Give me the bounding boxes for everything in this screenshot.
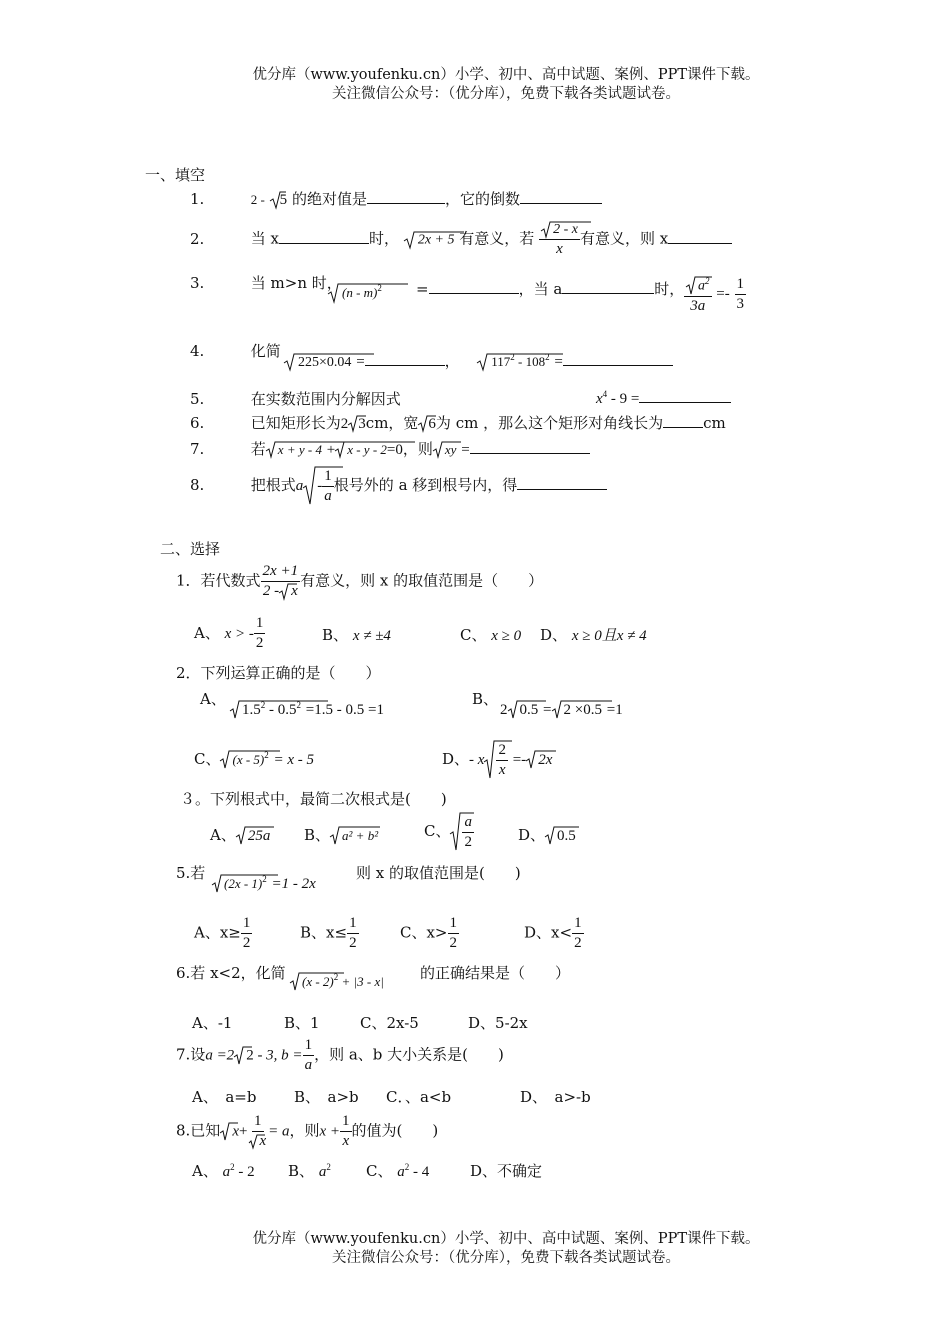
question-number: 3. [190,274,205,292]
option-b[interactable] [322,624,391,645]
s1-question-4 [190,340,281,361]
s1-q5-expr [596,388,731,408]
radicand: 0.5 [519,702,539,718]
radicand: (x - 5) [232,752,265,767]
text: 1．若代数式 [176,571,261,590]
expr: a =2 [205,1047,235,1064]
expr: =1 - 2x [271,876,316,892]
radicand: x - y - 2 [347,442,387,457]
text: 时， [654,280,685,298]
radicand: a² + b² [342,828,379,843]
option-a[interactable] [210,824,270,846]
question-number: 1. [190,190,205,208]
answer-blank[interactable] [517,475,607,490]
radicand: xy [444,442,457,457]
variable: a [295,478,304,494]
option-label: B、 [288,1162,315,1180]
numerator: 1 [254,614,266,634]
exponent: 4 [602,389,608,399]
text: 化简 [250,342,281,360]
option-expr: - x [469,752,485,768]
footer-line-2: 关注微信公众号：（优分库），免费下载各类试题试卷。 [332,1250,680,1266]
equals: = [543,702,552,718]
option-a[interactable]: A、-1 [192,1014,233,1032]
exponent: 2 [377,283,382,293]
option-a[interactable] [194,914,252,953]
radical [404,230,418,250]
option-a-label: A、 [200,690,226,708]
denominator: 3 [736,295,745,312]
exponent: 2 [230,1162,235,1172]
text: 7.设 [176,1045,206,1064]
radicand: 0.5 [557,828,576,844]
radicand: 2x [538,752,553,768]
s2-question-8 [176,1112,438,1151]
option-expr: =1.5 - 0.5 =1 [305,702,384,718]
expr: + |3 - x| [338,974,384,989]
option-expr: x ≥ 0且x ≠ 4 [571,628,647,644]
radicand: 117 [491,354,511,369]
answer-blank[interactable] [563,351,673,366]
text: 5.若 [176,864,206,882]
numerator: 1 [347,914,359,934]
numerator: 1 [572,914,584,934]
denominator: 2 [242,935,251,951]
text: cm，宽 [365,414,419,432]
radicand: 225×0.04 [298,355,352,370]
text: 有意义，则 x 的取值范围是（ ） [300,571,544,590]
fraction [322,467,334,506]
answer-blank[interactable] [663,413,703,428]
denominator: 2 [574,935,582,951]
numerator: 1 [736,275,745,292]
numerator: 1 [241,914,253,934]
option-label: C、 [194,750,221,768]
fraction [735,275,747,314]
numerator: 2 [496,741,508,761]
radicand: 5 [279,192,288,208]
text: 已知矩形长为 [250,414,341,432]
option-a[interactable] [230,700,384,720]
s2-q6-expr [290,972,384,992]
option-label: B、x≤ [300,923,348,942]
option-expr: - 4 [409,1164,430,1180]
text: 把根式 [250,476,296,494]
numerator: 1 [252,1112,264,1132]
text: ，它的倒数 [444,190,520,208]
s1-question-6 [190,412,726,433]
s2-question-2: 2．下列运算正确的是（ ） [176,664,381,682]
radicand: 2x + 5 [417,232,455,248]
option-label: A、 [210,826,236,844]
option-label: D、x< [524,923,573,942]
s2-q6-tail: 的正确结果是（ ） [420,964,571,982]
question-number: 6. [190,414,205,432]
exponent: 2 [326,1162,331,1172]
text: ，则 a、b 大小关系是( ) [314,1045,504,1064]
denominator: a [324,487,332,504]
numerator: 1 [448,914,460,934]
radicand: 25a [247,828,271,844]
s1-question-7 [190,438,590,459]
coef: 2 [500,702,508,718]
denominator: 3a [690,298,706,315]
denominator: x [556,241,563,257]
numerator: 1 [322,467,334,487]
answer-blank[interactable] [470,439,590,454]
text: 有意义，则 x [579,229,669,248]
denominator: 2 [255,635,264,651]
answer-blank[interactable] [520,189,602,204]
text: 当 x [250,229,280,248]
s1-q4-expr [284,350,673,372]
radicand: 1.5 [242,702,261,718]
s2-question-3: ３。下列根式中，最简二次根式是( ) [180,790,447,808]
radicand: (2x - 1) [224,876,263,891]
answer-blank[interactable] [429,279,519,294]
numerator: 1 [340,1112,352,1132]
section-2-title: 二、选择 [160,540,221,558]
text: 若 [250,440,266,458]
coef: 2 [340,416,349,432]
expr: - 9 = [607,391,640,407]
text: = [461,442,470,458]
question-number: 5. [190,390,205,408]
denominator: a [304,1057,313,1073]
page-header [0,66,950,104]
option-label: C、 [366,1162,393,1180]
radicand: x + y - 4 [277,442,322,457]
answer-blank[interactable] [279,229,369,244]
answer-blank[interactable] [365,351,445,366]
section-1-title: 一、填空 [145,166,206,184]
minus: - [317,478,323,494]
text: 当 m>n 时， [250,274,342,292]
text: 的值为( ) [351,1121,439,1140]
option-c[interactable]: C．、a<b [386,1088,452,1106]
option-label: C、 [424,822,451,840]
radicand: 2 ×0.5 [563,702,602,718]
option-expr: a [222,1164,231,1180]
text: 时， [369,229,400,248]
option-d[interactable] [524,914,584,953]
numerator: 2 - x [553,222,578,237]
exponent: 2 [260,700,266,710]
numerator: 2x +1 [261,562,301,582]
option-a[interactable] [192,1160,255,1181]
option-d[interactable] [442,740,552,780]
answer-blank[interactable] [367,189,445,204]
s1-q3-equation [684,272,746,316]
option-b[interactable] [500,700,623,720]
s1-question-8 [190,466,607,506]
option-c[interactable]: C、2x-5 [360,1014,419,1032]
option-b[interactable] [288,1160,331,1181]
text: = [416,280,429,298]
s1-question-1 [190,188,602,210]
radicand: - 108 [514,354,546,369]
option-label: C、x> [400,923,448,942]
expr: x + [319,1123,341,1140]
exponent: 2 [296,700,301,710]
exponent: 2 [404,1162,410,1172]
option-expr: =1 [606,702,623,718]
radicand: a [698,278,705,294]
option-label: B、 [322,626,349,644]
option-b[interactable]: B、1 [284,1014,320,1032]
option-d[interactable] [540,624,647,645]
question-number: 8. [190,476,205,494]
option-b[interactable] [304,824,378,846]
text: ， [444,352,460,370]
exponent: 2 [705,276,710,286]
expr: 2 - [250,192,265,207]
text: =0，则 [386,442,433,458]
option-c[interactable] [460,624,521,645]
text: 有意义，若 [459,229,535,248]
s2-question-6 [176,962,286,983]
denominator: 2 [349,935,357,951]
text: 为 cm ，那么这个矩形对角线长为 [435,414,664,432]
fraction [684,272,712,316]
s2-question-5 [176,862,205,883]
variable: x [596,391,603,407]
option-d[interactable]: D、5-2x [468,1014,528,1032]
header-line-1: 优分库（www.youfenku.cn）小学、初中、高中试题、案例、PPT课件下载。 [252,67,760,83]
option-label: D、 [442,750,470,768]
s2-question-1 [176,562,543,601]
s1-q3-radical [328,282,382,304]
option-c[interactable] [400,914,459,953]
denominator: 2 [464,833,472,850]
option-label: A、 [192,1162,218,1180]
option-c[interactable] [424,812,474,852]
plus: + [326,442,336,458]
option-b[interactable]: B、 a>b [294,1088,359,1106]
denominator: x [342,1133,350,1149]
fraction [261,562,301,601]
question-number: 2. [190,229,205,248]
option-c[interactable] [366,1160,429,1181]
denominator: x [498,761,506,778]
radicand: x [291,583,298,599]
fraction [539,220,580,259]
text: 6.若 x<2，化简 [176,964,286,982]
text: cm [703,414,726,432]
equals: = [356,354,365,370]
question-number: 4. [190,342,205,360]
question-number: 7. [190,440,205,458]
radicand: 2 [246,1047,254,1064]
s1-question-5 [190,388,401,409]
option-a[interactable]: A、 a=b [192,1088,257,1106]
equals: =- [512,752,527,768]
option-label: D、 [540,626,568,644]
answer-blank[interactable] [562,279,654,294]
numerator: a [462,813,474,833]
plus: + [238,1123,248,1140]
option-c[interactable] [194,748,314,770]
option-expr: a [397,1164,405,1180]
s1-question-2 [190,220,732,259]
exponent: 2 [264,750,269,760]
text: 在实数范围内分解因式 [250,390,401,408]
option-label: C、 [460,626,487,644]
option-b[interactable] [300,914,359,953]
text: 根号外的 a 移到根号内，得 [333,476,518,494]
equals: =- [716,286,730,303]
s2-q5-expr [212,874,316,894]
denominator: 2 - [262,583,280,599]
s2-q1-options [194,614,265,653]
option-expr: - 2 [234,1164,255,1180]
denominator: 2 [449,935,458,951]
option-label: B、 [304,826,331,844]
s2-question-7 [176,1036,504,1075]
text: ，当 a [518,280,563,298]
radicand: 3 [358,416,366,432]
numerator: 1 [303,1036,315,1056]
option-a[interactable] [194,615,265,651]
text: ，则 [289,1121,320,1140]
option-expr: a [318,1164,327,1180]
page-footer [0,1230,950,1268]
header-line-2: 关注微信公众号：（优分库），免费下载各类试题试卷。 [332,86,680,102]
radicand: - 0.5 [265,702,297,718]
option-expr: x ≥ 0 [491,628,522,644]
text: 的绝对值是 [291,190,367,208]
radicand: (x - 2) [302,974,334,989]
denominator: x [259,1133,267,1149]
option-expr: x > - [224,625,254,642]
text: 8.已知 [176,1121,221,1140]
radicand: (n - m) [342,285,378,300]
answer-blank[interactable] [639,388,731,403]
s1-q3-rest [416,278,684,299]
option-label: A、 [194,623,220,642]
radicand: 6 [428,416,436,432]
option-expr: x ≠ ±4 [352,628,391,644]
option-expr: = x - 5 [273,752,315,768]
footer-line-1: 优分库（www.youfenku.cn）小学、初中、高中试题、案例、PPT课件下载。 [252,1231,760,1247]
option-label: A、x≥ [194,923,241,942]
option-d[interactable] [518,824,576,846]
exponent: 2 [262,874,267,884]
exponent: 2 [333,972,339,982]
equals: = a [268,1123,290,1140]
equals: = [554,354,563,370]
radicand: x [232,1123,239,1140]
option-d[interactable]: D、 a>-b [520,1088,591,1106]
option-label: D、 [518,826,546,844]
exponent: 2 [545,352,550,362]
option-b-label: B、 [472,690,499,708]
option-d[interactable]: D、不确定 [470,1162,543,1180]
answer-blank[interactable] [668,229,732,244]
s2-q5-tail: 则 x 的取值范围是( ) [356,864,521,882]
exponent: 2 [510,352,515,362]
expr: - 3, b = [253,1047,303,1064]
